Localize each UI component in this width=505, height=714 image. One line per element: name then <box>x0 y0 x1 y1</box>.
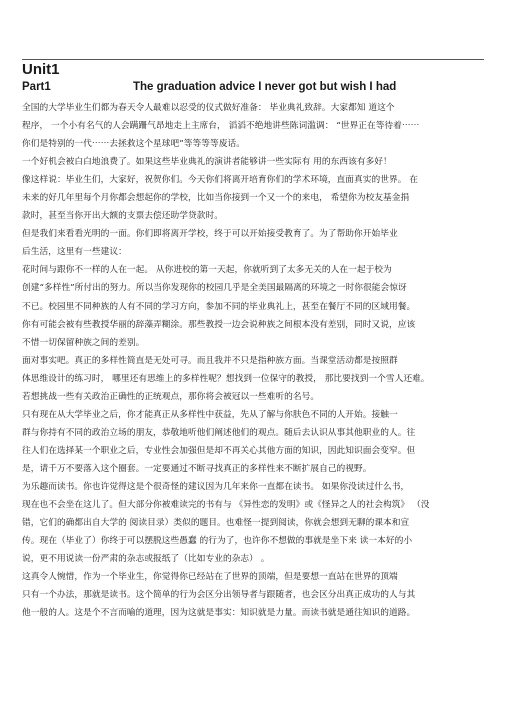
text-line: 一个好机会被白白地浪费了。如果这些毕业典礼的演讲者能够讲一些实际有 用的东西该有多好！ <box>22 157 392 168</box>
text-line: 后生活，这里有一些建议： <box>22 247 127 258</box>
text-line: 为乐趣而读书。你也许觉得这是个很奇怪的建议因为几年来你一直都在读书。 如果你没读过什么书， <box>22 481 410 492</box>
text-line: 这真令人惋惜，作为一个毕业生，你觉得你已经站在了世界的顶端，但是要想一直站在世界的顶端 <box>22 572 398 583</box>
text-line: 是，请千万不要落入这个圈套。一定要通过不断寻找真正的多样性来不断扩展自己的视野。 <box>22 463 372 474</box>
text-line: 他一般的人。这是个不言而喻的道理，因为这就是事实：知识就是力量。而读书就是通往知识的道路。 <box>22 608 416 619</box>
text-line: 错，它们的确都出自大学的 阅读目录）类似的题目。也难怪一提到阅读，你就会想到无聊的课本和宣 <box>22 518 410 529</box>
text-line: 不惜一切保留种族之间的差别。 <box>22 337 145 348</box>
article-body <box>22 99 487 622</box>
text-line: 创建“多样性”所付出的努力。所以当你发现你的校园几乎是全美国最隔离的环境之一时你很能会惊讶 <box>22 283 407 294</box>
text-line: 程序， 一个小有名气的人会蹒跚气昂地走上主席台， 滔滔不绝地讲些陈词滥调： “世界正在等待着⋯⋯ <box>22 121 420 132</box>
text-line: 全国的大学毕业生们都为春天令人最难以忍受的仪式做好准备： 毕业典礼致辞。大家都知 道这个 <box>22 103 395 113</box>
part-label: Part1 <box>22 81 51 93</box>
text-line: 款时，甚至当你开出大额的支票去偿还助学贷款时。 <box>22 211 223 222</box>
text-line: 群与你持有不同的政治立场的朋友，恭敬地听他们阐述他们的观点。随后去认识从事其他职业的人。往 <box>22 427 416 438</box>
part-heading <box>22 81 492 97</box>
text-line: 面对事实吧。真正的多样性简直是无处可寻。而且我并不只是指种族方面。当课堂活动都是按照群 <box>22 355 398 366</box>
unit-heading: Unit1 <box>22 61 60 78</box>
text-line: 说，更不用说读一份严肃的杂志或报纸了（比如专业的杂志） 。 <box>22 554 270 565</box>
text-line: 花时间与跟你不一样的人在一起。 从你进校的第一天起，你就听到了太多无关的人在一起于校为 <box>22 265 392 276</box>
text-line: 像这样说：毕业生们，大家好，祝贺你们。今天你们将离开培育你们的学术环境，直面真实的世界。 在 <box>22 175 418 186</box>
article-title: The graduation advice I never got but wish I had <box>133 81 397 93</box>
text-line: 你有可能会被有些教授华丽的辞藻弄糊涂。那些教授一边会说种族之间根本没有差别，同时又说，应该 <box>22 319 416 330</box>
text-line: 只有现在从大学毕业之后，你才能真正从多样性中获益，先从了解与你肤色不同的人开始。接触一 <box>22 409 398 420</box>
text-line: 往人们在选择某一个职业之后，专业性会加强但是却不再关心其他方面的知识，因此知识面会变窄。但 <box>22 445 416 456</box>
text-line: 你们是特别的一代⋯⋯去拯救这个星球吧”等等等等废话。 <box>22 139 245 150</box>
text-line: 只有一个办法，那就是读书。这个简单的行为会区分出领导者与跟随者，也会区分出真正成功的人与其 <box>22 590 416 601</box>
text-line: 体思维设计的练习时， 哪里还有思维上的多样性呢？想找到一位保守的教授， 那比要找到一个雪人还难。 <box>22 373 430 384</box>
text-line: 若想挑战一些有关政治正确性的正统观点，那你将会被冠以一些难听的名号。 <box>22 391 320 402</box>
text-line: 但是我们来看看光明的一面。你们即将离开学校，终于可以开始接受教育了。为了帮助你开始毕业 <box>22 229 398 240</box>
text-line: 现在也不会坐在这儿了。但大部分你被难读完的书有与 《异性恋的发明》或《怪异之人的社会构筑》 （没 <box>22 500 430 511</box>
text-line: 未来的好几年里每个月你都会想起你的学校，比如当你接到一个又一个的来电， 希望你为校友基金捐 <box>22 193 410 204</box>
text-line: 不已。校园里不同种族的人有不同的学习方向，参加不同的毕业典礼上，甚至在餐厅不同的区域用餐。 <box>22 301 416 312</box>
text-line: 传。现在（毕业了）你终于可以摆脱这些愚蠢 的行为了，也许你不想做的事就是坐下来 读一本好的小 <box>22 536 413 547</box>
header-rule <box>22 59 484 60</box>
